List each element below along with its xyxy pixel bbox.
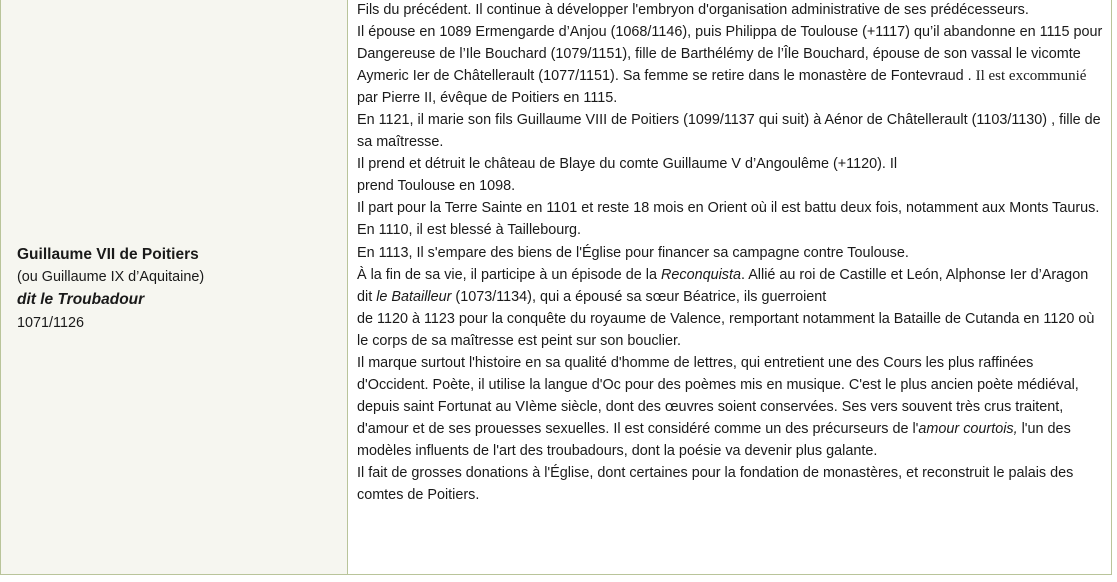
bio-paragraph-8-text-c: . Allié au roi de Castille et León, Alphonse Ier d’Aragon dit bbox=[357, 266, 1089, 305]
person-alias: (ou Guillaume IX d’Aquitaine) bbox=[17, 268, 205, 285]
bio-paragraph-8-text-e: (1073/1134), qui a épousé sa sœur Béatrice, ils guerroient bbox=[451, 288, 827, 305]
bio-paragraph-2-text-a: Il épouse en 1089 Ermengarde d’Anjou (1068/1146), puis Philippa de Toulouse (+1117) qu’il abandonne en 1115 pour Dangereuse de l’Ile Bouchard (1079/1151), fille de Barthélémy de l’Île Bouchard, épouse de son vassal le vicomte Aymeric Ier de Châtellerault (1077/1151). Sa femme se retire dans le monastère de Fontevraud . bbox=[357, 24, 1103, 85]
bio-paragraph-5: Il part pour la Terre Sainte en 1101 et reste 18 mois en Orient où il est battu deux fois, notamment aux Monts Taurus. bbox=[357, 200, 1100, 217]
person-dates: 1071/1126 bbox=[17, 314, 84, 331]
bio-paragraph-2 bbox=[357, 21, 1105, 109]
reconquista-text: Reconquista bbox=[661, 266, 741, 283]
bio-paragraph-4: Il prend et détruit le château de Blaye du comte Guillaume V d’Angoulême (+1120). Il bbox=[357, 156, 898, 173]
bio-paragraph-3: En 1121, il marie son fils Guillaume VIII de Poitiers (1099/1137 qui suit) à Aénor de Châtellerault (1103/1130) , fille de sa maîtresse. bbox=[357, 112, 1101, 151]
bio-paragraph-8-text-a: À la fin de sa vie, il participe à un épisode de la bbox=[357, 266, 661, 283]
person-nickname: dit le Troubadour bbox=[17, 290, 145, 308]
bio-paragraph-7: En 1113, Il s'empare des biens de l'Église pour financer sa campagne contre Toulouse. bbox=[357, 244, 909, 261]
bio-paragraph-8 bbox=[357, 264, 1105, 308]
amour-courtois-text: amour courtois, bbox=[918, 420, 1018, 437]
person-cell bbox=[1, 0, 348, 574]
bio-paragraph-9-text-c: l'un des modèles influents de l'art des troubadours, dont la poésie va devenir plus galante. bbox=[357, 420, 1071, 459]
batailleur-text: le Batailleur bbox=[376, 288, 452, 305]
bio-paragraph-9-text-a: Il marque surtout l'histoire en sa qualité d'homme de lettres, qui entretient une des Cours les plus raffinées d'Occident. Poète, il utilise la langue d'Oc pour des poèmes mis en musique. C'est le plus ancien poète médiéval, depuis saint Fortunat au VIème siècle, dont des œuvres soient conservées. Ses vers souvent très crus traitent, d'amour et de ses prouesses sexuelles. Il est considéré comme un des précurseurs de l' bbox=[357, 354, 1079, 437]
excommunication-text: Il est excommunié bbox=[975, 68, 1087, 85]
bio-paragraph-6: En 1110, il est blessé à Taillebourg. bbox=[357, 222, 581, 239]
bio-paragraph-2-text-c: par Pierre II, évêque de Poitiers en 1115. bbox=[357, 90, 618, 107]
person-name: Guillaume VII de Poitiers bbox=[17, 245, 199, 263]
biography-cell bbox=[348, 0, 1111, 574]
bio-paragraph-10: Il fait de grosses donations à l'Église, dont certaines pour la fondation de monastères, et reconstruit le palais des comtes de Poitiers. bbox=[357, 464, 1074, 504]
bio-paragraph-9 bbox=[357, 352, 1105, 462]
bio-paragraph-1: Fils du précédent. Il continue à développer l'embryon d'organisation administrative de ses prédécesseurs. bbox=[357, 2, 1029, 18]
bio-paragraph-8f: de 1120 à 1123 pour la conquête du royaume de Valence, remportant notamment la Bataille de Cutanda en 1120 où le corps de sa maîtresse est peint sur son bouclier. bbox=[357, 310, 1095, 349]
bio-paragraph-4b: prend Toulouse en 1098. bbox=[357, 178, 516, 195]
